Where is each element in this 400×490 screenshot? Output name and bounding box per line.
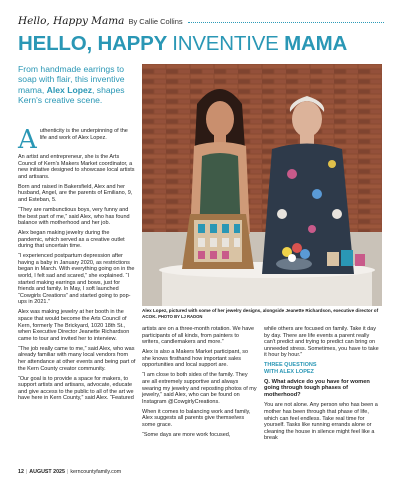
body-column-2 — [142, 326, 257, 442]
opening-paragraph — [18, 125, 136, 155]
paragraph: Alex began making jewelry during the pandemic, which served as a creative outlet during that uncertain time. — [18, 230, 125, 250]
page-number: 12 — [18, 469, 24, 475]
interview-question: Q. What advice do you have for women going through tough phases of motherhood? — [264, 378, 370, 399]
body-column-1 — [18, 125, 136, 405]
earring-display — [182, 214, 254, 269]
dek-name: Alex Lopez — [46, 84, 93, 95]
dotted-rule — [188, 22, 384, 23]
paragraph: “They are rambunctious boys, very funny and the best part of me,” said Alex, who has found balance with motherhood and her job. — [18, 206, 130, 227]
paragraph: while others are focused on family. Take it day by day. There are life events a parent really can't predict and trying to predict can bring on unneeded stress. Sometimes, you have to take it hour by hour.” — [264, 326, 379, 359]
article-headline — [18, 32, 384, 56]
dek-text: From handmade earrings to soap with flair, this inventive mama, — [18, 64, 125, 95]
caption-text: Alex Lopez, pictured with some of her jewelry designs, alongside Jeanette Richardson, executive director of ACOK. — [142, 308, 379, 319]
website: kerncountyfamily.com — [70, 469, 122, 475]
headline-part3: MAMA — [284, 32, 348, 55]
paragraph: “I am close to both sides of the family. They are all extremely supportive and always wearing my jewelry and reposting photos of my jewelry,” said Alex, who can be found on Instagram @CowgirlyCreations. — [142, 372, 257, 405]
paragraph: When it comes to balancing work and family, Alex suggests all parents give themselves some grace. — [142, 408, 251, 428]
sidebar-heading-line1: THREE QUESTIONS — [264, 362, 317, 369]
paragraph: “Some days are more work focused, — [142, 431, 231, 438]
paragraph: Born and raised in Bakersfield, Alex and her husband, Angel, are the parents of Emiliano, 9, and Esteban, 5. — [18, 183, 133, 203]
section-kicker — [18, 14, 384, 28]
interview-answer: You are not alone. Any person who has been a mother has been through that phase of life, which can feel endless. Take real time for yourself. Tasks like running errands alone or cleaning the house in silence might feel like a break — [264, 402, 378, 442]
photo-illustration — [142, 64, 382, 306]
photo-caption — [142, 308, 382, 319]
byline: By Callie Collins — [128, 16, 183, 26]
headline-part1: HELLO, HAPPY — [18, 32, 167, 55]
kicker-title: Hello, Happy Mama — [18, 15, 125, 27]
paragraph: Alex is also a Makers Market participant, so she knows firsthand how important sales opportunities and local support are. — [142, 349, 249, 369]
sidebar-heading — [264, 362, 382, 375]
drop-cap: A — [18, 125, 37, 155]
headline-part2: INVENTIVE — [172, 32, 279, 55]
feature-photo — [142, 64, 382, 306]
sidebar-heading-line2: WITH ALEX LOPEZ — [264, 368, 314, 375]
paragraph: “Our goal is to provide a space for makers, to support artists and artisans, advocate, educate and give access to the public to all of the art we have here in Kern County,” said Alex. “Featured — [18, 375, 134, 402]
intro-text: uthenticity is the underpinning of the life and work of Alex Lopez. — [39, 128, 128, 141]
article-dek — [18, 64, 136, 106]
photo-credit: PHOTO BY LJ RADON — [158, 313, 203, 319]
paragraph: artists are on a three-month rotation. We have participants of all kinds, from painters to writers, candlemakers and more.” — [142, 326, 255, 346]
page-folio: 12 | AUGUST 2025 | kerncountyfamily.com — [18, 469, 122, 475]
paragraph: An artist and entrepreneur, she is the Arts Council of Kern's Makers Market coordinator, a new initiative designed to showcase local artists and artisans. — [18, 154, 135, 180]
paragraph: “I experienced postpartum depression after having a baby in January 2020, as restrictions began in March. With everything going on in the world, I felt sad and scared,” she explained. “I started making earrings and bows, just for friends and family. In May, I soft launched “Cowgirls Creations” and started going to pop-ups in 2021.” — [18, 253, 135, 306]
issue-date: AUGUST 2025 — [29, 469, 65, 475]
body-column-3 — [264, 326, 382, 445]
paragraph: Alex was making jewelry at her booth in the space that would become the Arts Council of Kern, formerly The Brickyard, 1020 18th St., when Executive Director Jeanette Richardson came to tour and invited her to interview. — [18, 309, 130, 342]
paragraph: “The job really came to me,” said Alex, who was already familiar with many local vendors from her attendance at other events and being part of the Kern County creator community. — [18, 345, 136, 372]
dek-text-end: , shapes Kern's creative scene. — [18, 84, 125, 106]
